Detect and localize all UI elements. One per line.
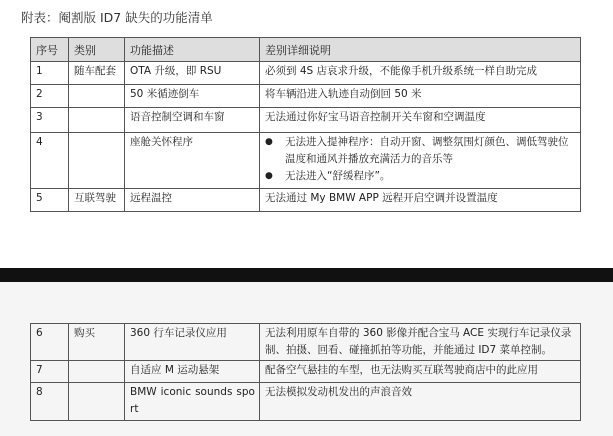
row-number: 2: [31, 85, 69, 108]
header-number: 序号: [31, 38, 69, 62]
table-row: [31, 189, 581, 212]
row-feature: 座舱关怀程序: [125, 133, 260, 189]
missing-features-table-continued: [30, 323, 581, 421]
table-row: [31, 383, 581, 421]
row-feature: 50 米循迹倒车: [125, 85, 260, 108]
table-row: [31, 108, 581, 133]
table-row: [31, 85, 581, 108]
row-category: [69, 85, 125, 108]
row-feature: BMW iconic sounds sport: [125, 383, 260, 421]
table-caption: 附表：阉割版 ID7 缺失的功能清单: [21, 10, 213, 25]
detail-bullet-list: [265, 134, 576, 185]
table-row: [31, 133, 581, 189]
header-category: 类别: [69, 38, 125, 62]
row-number: 4: [31, 133, 69, 189]
row-feature: OTA 升级，即 RSU: [125, 62, 260, 85]
list-item: ● 无法进入提神程序：自动开窗、调整氛围灯颜色、调低驾驶位温度和通风并播放充满活力的音乐等: [265, 134, 576, 168]
list-item: ● 无法进入“舒缓程序”。: [265, 168, 576, 185]
table-row: [31, 62, 581, 85]
row-detail: 必须到 4S 店哀求升级，不能像手机升级系统一样自助完成: [260, 62, 581, 85]
row-category: [69, 108, 125, 133]
row-detail: 无法通过你好宝马语音控制开关车窗和空调温度: [260, 108, 581, 133]
row-number: 8: [31, 383, 69, 421]
row-detail: 无法通过 My BMW APP 远程开启空调并设置温度: [260, 189, 581, 212]
table-row: [31, 324, 581, 361]
row-category: 互联驾驶: [69, 189, 125, 212]
row-category: 购买: [69, 324, 125, 361]
row-feature: 自适应 M 运动悬架: [125, 361, 260, 383]
row-number: 3: [31, 108, 69, 133]
row-detail: 无法利用原车自带的 360 影像并配合宝马 ACE 实现行车记录仪录制、拍摄、回看、碰撞抓拍等功能，并能通过 ID7 菜单控制。: [260, 324, 581, 361]
row-category: 随车配套: [69, 62, 125, 85]
row-detail: 将车辆沿进入轨迹自动倒回 50 米: [260, 85, 581, 108]
row-category: [69, 133, 125, 189]
page-divider: [0, 268, 613, 282]
row-category: [69, 383, 125, 421]
table-header-row: [31, 38, 581, 62]
row-feature: 远程温控: [125, 189, 260, 212]
row-number: 1: [31, 62, 69, 85]
row-detail: 配备空气悬挂的车型，也无法购买互联驾驶商店中的此应用: [260, 361, 581, 383]
row-feature: 语音控制空调和车窗: [125, 108, 260, 133]
row-number: 5: [31, 189, 69, 212]
header-detail: 差别详细说明: [260, 38, 581, 62]
row-detail: [260, 133, 581, 189]
row-category: [69, 361, 125, 383]
missing-features-table: [30, 37, 581, 212]
row-detail: 无法模拟发动机发出的声浪音效: [260, 383, 581, 421]
row-number: 7: [31, 361, 69, 383]
table-row: [31, 361, 581, 383]
row-feature: 360 行车记录仪应用: [125, 324, 260, 361]
row-number: 6: [31, 324, 69, 361]
header-feature: 功能描述: [125, 38, 260, 62]
